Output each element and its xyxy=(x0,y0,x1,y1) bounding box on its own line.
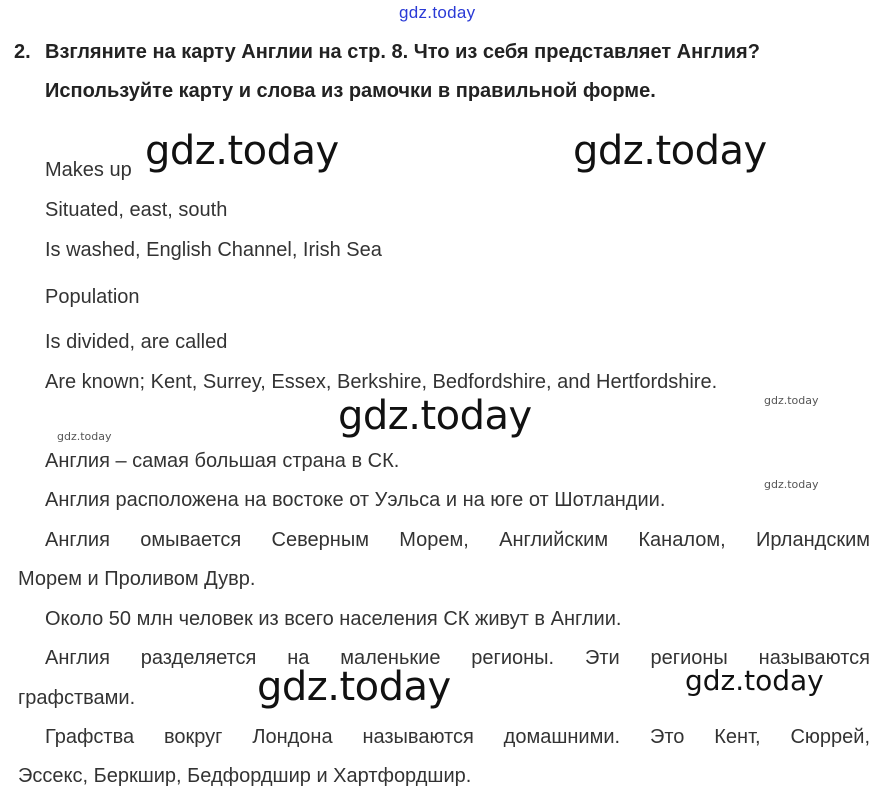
task-title-line-1: Взгляните на карту Англии на стр. 8. Что из себя представляет Англия? xyxy=(45,41,760,63)
word-box-item: Are known; Kent, Surrey, Essex, Berkshire, Bedfordshire, and Hertfordshire. xyxy=(45,371,718,393)
answer-paragraph: Графства вокруг Лондона называются домашними. Это Кент, Сюррей, xyxy=(45,726,870,748)
answer-paragraph-continuation: Эссекс, Беркшир, Бедфордшир и Хартфордшир. xyxy=(18,765,472,787)
word-box-item: Is washed, English Channel, Irish Sea xyxy=(45,239,382,261)
watermark: gdz.today xyxy=(257,664,451,710)
site-tag: gdz.today xyxy=(399,3,476,22)
task-title-line-2: Используйте карту и слова из рамочки в правильной форме. xyxy=(45,80,656,102)
answer-paragraph: Около 50 млн человек из всего населения СК живут в Англии. xyxy=(45,608,622,630)
watermark: gdz.today xyxy=(338,393,532,439)
answer-paragraph-continuation: Морем и Проливом Дувр. xyxy=(18,568,256,590)
word-box-item: Makes up xyxy=(45,159,132,181)
watermark: gdz.today xyxy=(57,430,112,443)
task-number: 2. xyxy=(14,41,31,63)
watermark: gdz.today xyxy=(573,128,767,174)
answer-paragraph: Англия омывается Северным Морем, Английским Каналом, Ирландским xyxy=(45,529,870,551)
answer-paragraph-continuation: графствами. xyxy=(18,687,136,709)
watermark: gdz.today xyxy=(764,394,819,407)
answer-paragraph: Англия разделяется на маленькие регионы. Эти регионы называются xyxy=(45,647,870,669)
watermark: gdz.today xyxy=(764,478,819,491)
watermark: gdz.today xyxy=(685,664,824,697)
word-box-item: Is divided, are called xyxy=(45,331,228,353)
word-box-item: Situated, east, south xyxy=(45,199,228,221)
answer-paragraph: Англия – самая большая страна в СК. xyxy=(45,450,400,472)
watermark: gdz.today xyxy=(145,128,339,174)
word-box-item: Population xyxy=(45,286,140,308)
answer-paragraph: Англия расположена на востоке от Уэльса и на юге от Шотландии. xyxy=(45,489,666,511)
